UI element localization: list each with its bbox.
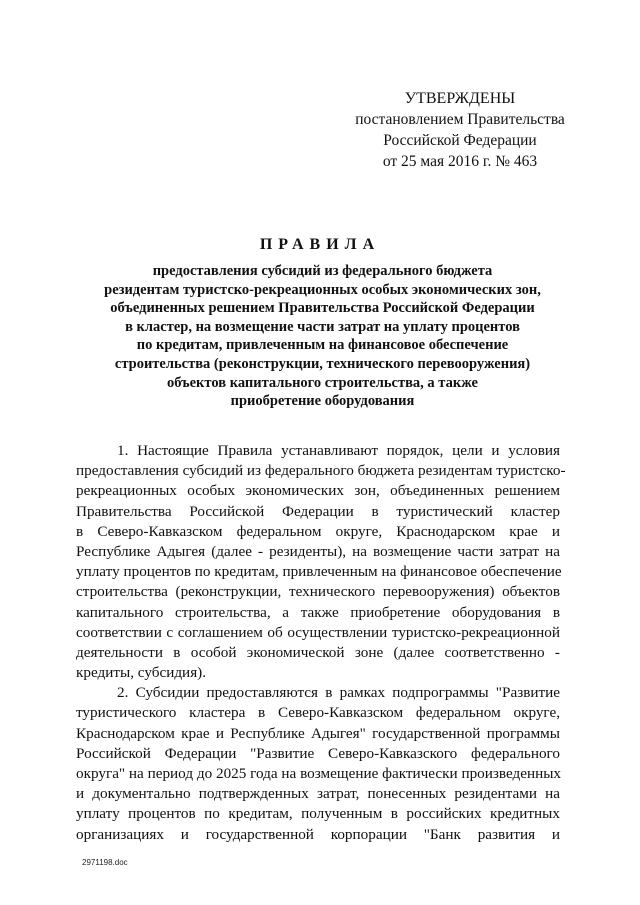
paragraph-line: Краснодарском крае и Республике Адыгея" государственной программы [76, 724, 560, 742]
paragraph-line: деятельности в особой экономической зоне (далее соответственно - [76, 643, 560, 661]
document-title: ПРАВИЛА [259, 236, 381, 253]
paragraph-2 [76, 683, 560, 845]
subtitle-line: предоставления субсидий из федерального бюджета [152, 263, 493, 279]
document-subtitle [95, 262, 550, 411]
subtitle-line: резидентам туристско-рекреационных особых экономических зон, [104, 281, 541, 298]
subtitle-line: объединенных решением Правительства Российской Федерации [110, 300, 535, 317]
paragraph-line: Республике Адыгея (далее - резиденты), на возмещение части затрат на [76, 542, 560, 560]
subtitle-line: в кластер, на возмещение части затрат на уплату процентов [125, 318, 520, 335]
paragraph-line: 1. Настоящие Правила устанавливают порядок, цели и условия [117, 442, 560, 459]
approval-line-1: постановлением Правительства [355, 111, 565, 128]
approval-block [340, 88, 580, 172]
subtitle-line: по кредитам, привлеченным на финансовое обеспечение [136, 337, 509, 354]
paragraph-line: Правительства Российской Федерации в туристический кластер [76, 502, 560, 520]
subtitle-line: приобретение оборудования [230, 393, 415, 410]
subtitle-line: строительства (реконструкции, технического перевооружения) [114, 355, 531, 372]
paragraph-line: Российской Федерации "Развитие Северо-Кавказского федерального [76, 744, 560, 762]
paragraph-1 [76, 441, 566, 683]
paragraph-line: уплату процентов по кредитам, привлеченным на финансовое обеспечение [76, 563, 562, 581]
approval-line-2: Российской Федерации [383, 132, 537, 149]
paragraph-line: уплату процентов по кредитам, полученным в российских кредитных [76, 805, 560, 823]
approval-heading: УТВЕРЖДЕНЫ [404, 90, 516, 107]
paragraph-line: округа" на период до 2025 года на возмещение фактически произведенных [76, 765, 562, 782]
paragraph-line: строительства (реконструкции, технического перевооружения) объектов [76, 583, 560, 601]
paragraph-line: в Северо-Кавказском федеральном округе, Краснодарском крае и [76, 522, 560, 540]
paragraph-line: организациях и государственной корпорации "Банк развития и [76, 825, 560, 843]
paragraph-line: соответствии с соглашением об осуществлении туристско-рекреационной [76, 623, 560, 641]
subtitle-line: объектов капитального строительства, а также [167, 374, 478, 391]
paragraph-line: предоставления субсидий из федерального бюджета резидентам туристско- [76, 462, 566, 480]
paragraph-line: 2. Субсидии предоставляются в рамках подпрограммы "Развитие [117, 684, 560, 702]
paragraph-line: капитального строительства, а также приобретение оборудования в [76, 603, 560, 621]
paragraph-line: и документально подтвержденных затрат, понесенных резидентами на [76, 785, 560, 803]
approval-date-number: от 25 мая 2016 г. № 463 [382, 153, 538, 170]
file-name-footer: 2971198.doc [82, 858, 128, 867]
paragraph-line: туристического кластера в Северо-Кавказском федеральном округе, [76, 704, 560, 722]
paragraph-line: рекреационных особых экономических зон, объединенных решением [76, 482, 560, 500]
paragraph-line: кредиты, субсидия). [76, 664, 207, 682]
document-body [76, 441, 566, 845]
